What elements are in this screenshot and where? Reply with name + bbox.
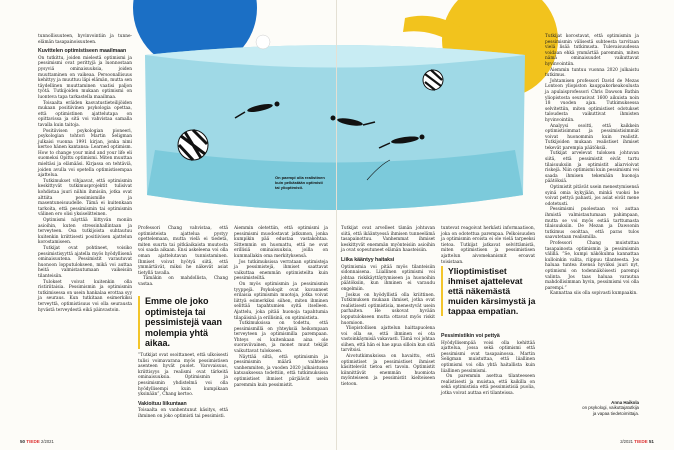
paragraph: On paremmin asettua tilanteeseen realistisesti ja muistaa, että kaikilla on sekä optimistisia että pessimistisiä puolia, jotka voivat auttaa eri tilanteissa. (441, 374, 535, 396)
author-name: Anna Haikola (611, 400, 639, 405)
paragraph: Tutkimuksissa on todettu, että pessimismillä on yhteyksiä heikompaan terveyteen ja optimismilla parempaan. Yhteys ei kuitenkaan aina ole suoraviivainen, ja monet muut tekijät vaikuttavat tulokseen. (234, 321, 328, 355)
pull-quote: Emme ole joko optimisteja tai pessimistejä vaan molempia yhtä aikaa. (138, 296, 227, 349)
left-folio (20, 439, 54, 444)
paragraph: tunnollisuuteen, hyvinvointiin ja tunne-elämän tasapainoisuuteen. (38, 34, 132, 45)
paragraph: On tutkittu, joiden mielestä optimismi ja pessimismi ovat perittyjä ja luonnostaan pysyviä ominaisuuksia, joiden muuttaminen on vaikeaa. Persoonallisuus kehittyy ja muuttuu läpi elämän, mutta sen täydellinen muuttaminen vaatisi paljon työtä. Tutkijoiden mukaan optimismi on luonteva tapa tarkastella maailmaa. (38, 55, 132, 100)
paragraph: Tämäkin on mahdollista, Chang vastaa. (138, 276, 228, 287)
paragraph: Toisaalta eräiden kasvatustieteilijöiden mukaan positiivinen psykologia opettaa, että optimistinen ajattelutapa on opittavissa ja sitä voi vahvistaa samalla tavalla kuin taitoja. (38, 100, 132, 128)
page-number: 50 (20, 439, 26, 444)
issue-number: 2/2021 (41, 439, 54, 444)
subheading: Kuvittelen optimistiseen maailmaan (38, 48, 127, 55)
paragraph: Positiivisen psykologian pioneeri, psykologian tohtori Martin Seligman julkaisi vuonna 1991 kirjan, jonka nimi kertoo hänen kantansa: Learned optimism. How to change your mind and your life eli suomeksi Opittu optimismi. Miten muuttaa mieltäsi ja elämääsi. Kirjassa on tehtäviä, joiden avulla voi opetella optimistisempaa ajattelua. (38, 128, 132, 179)
paragraph: Hyödyllisempää voisi olla kehittää ajattelua, jossa sekä optimismi että pessimismi ovat tasapainossa. Martin Seligman muistuttaa, että liiallinen optimismi voi olla yhtä haitallista kuin liiallinen pessimismi. (441, 340, 535, 374)
paragraph: tuntevat reagoivat herkästi informaatioon, joka on odotettua parempaa. Pelkoisuuden ja optimismin eroista ei ole vielä tarpeeksi tietoa. Tutkijat jatkavat selvittämistä, miten optimistisen ja pessimistisen ajattelun aivomekanismit eroavat toisistaan. (441, 226, 535, 265)
paragraph: Pessimismi puolestaan voi auttaa ihmistä valmistautumaan pahimpaan, mutta se voi myös estää tarttumasta tilaisuuksiin. De Mezan ja Dawsonin tutkimus osoittaa, että paras tulos saavutetaan realismilla. (545, 207, 639, 241)
paragraph: Aiemmin tuntuu vuonna 2020 julkaistu tutkimus. (545, 67, 639, 79)
paragraph: Toisaalta on vanhentunut käsitys, että ihminen on joko optimisti tai pessimisti. (138, 408, 228, 419)
column-5-bottom (441, 330, 535, 430)
column-2-top (138, 226, 228, 292)
paragraph: Joskus on hyödyllistä olla kriittinen. Tutkimuksen mukaan ihmiset, jotka ovat realistisesti optimistisia, menestyvät usein parhaiten. He uskovat hyvään lopputulokseen mutta ottavat myös riskit huomioon. (341, 292, 435, 326)
paragraph: On myös optimismin ja pessimismin tyyppejä. Psykologit ovat kuvanneet erilaisia optimismin muotoja, jotka voivat liittyä esimerkiksi siihen, miten ihminen selittää tapahtumien syitä itselleen. Ajattelu, joka pitää huonoja tapahtumia tilapäisinä ja erillisinä, on optimistista. (234, 281, 328, 321)
paragraph: Näyttää siltä, että optimismin ja pessimismin määrä vaihtelee vanhemmiten, ja vuoden 2020 julkaistussa katsauksessa todettiin, että tutkimuksissa optimistiset ihmiset pärjäävät usein paremmin kuin pessimistit. (234, 354, 328, 388)
paragraph: Johtamisen professori David de Mezas Lontoon yliopiston kauppakorkeakoulusta ja apulaisprofessori Chris Dawson Bathin yliopistosta seurasivat 1600 aikuista noin 18 vuoden ajan. Tutkimuksessa selvitettiin, miten optimistiset odotukset taloudesta vaikuttivat ihmisten hyvinvointiin. (545, 78, 639, 123)
author-signature (567, 400, 639, 416)
paragraph: Tutkijat korostavat, että optimismin ja pessimismin välisestä suhteesta tarvitaan vielä lisää tutkimusta. Tulevaisuudessa voidaan ehkä ymmärtää paremmin, miten nämä ominaisuudet vaikuttavat hyvinvointiin. (545, 34, 639, 67)
author-bio-line: on psykologi, vaikuttajatutkija (582, 405, 639, 411)
right-folio (620, 439, 654, 444)
column-3 (234, 226, 328, 431)
paragraph: Optimismi näyttää liittyvän moniin asioihin, kuten stressinhallintaan ja terveyteen. Osa tutkijoista suhtautuu kuitenkin kriittisesti positiivisen ajattelun korostamiseen. (38, 218, 132, 246)
column-6 (545, 34, 639, 394)
paragraph: Yliopistollisen ajattelun haittapuolena voi olla se, että ihminen ei ota vastoinkäymisiä vakavasti. Tämä voi johtaa siihen, että hän ei hae apua silloin kun sitä tarvitsisi. (341, 326, 435, 354)
paragraph: Professori Chang muistuttaa tasapainosta optimismin ja pessimismin välillä. ”Se, kumpi näkökulma kannattaa kulloinkin valita, riippuu tilanteesta. Jos haluaa tuntea itsensä hyväksi juuri nyt, optimismi on todennäköisesti parempi valinta. Jos taas haluaa varautua mahdollisimman hyvin, pessimismi voi olla parempi.” (545, 240, 639, 291)
magazine-brand: TIEDE (26, 439, 40, 444)
paragraph: ”Tutkijat ovat osoittaneet, että ulkoisesti tulisi voimavarana myös pessimistisen asenteen hyvät puolet. Varovaisuus, kriittisyys ja realismi ovat tärkeitä ominaisuuksia. Optimismin ja pessimismin yhdistelmä voi olla hyödyllisempi kuin kumpikaan yksinään”, Chang kertoo. (138, 353, 228, 398)
image-caption: On paempi olla realistinen kuin pelkästään optimisti tai ylioptimisti. (275, 175, 325, 190)
subheading: Pessimistikin voi pettyä (441, 333, 500, 339)
author-bio-line: ja vapaa tiedetoimittaja. (592, 410, 639, 416)
page-number: 51 (648, 439, 654, 444)
paragraph: Professori Chang vahvistaa, että optimisteista ajattelua pystyy opettelemaan, mutta vielä ei tiedetä, miten suurta tai pitkäaikaista muutosta voi saada aikaan. Ensi askeleena voi olla oman ajattelutavan tunnistaminen. Ihmiset voivat hyötyä siitä, että ymmärtävät, miksi he näkevät asiat tietyllä tavalla. (138, 226, 228, 276)
paragraph: Optimistit pitävät usein menestymisensä syinä omia kykyjään, minkä vuoksi he voivat pettyä pahasti, jos asiat eivät mene odotetusti. (545, 185, 639, 207)
column-2-bottom (138, 353, 228, 431)
column-4 (341, 226, 435, 431)
subheading: Vakioituu liikuntaan (138, 400, 187, 407)
paragraph: Kannattaa siis olla sopivasti kumpaakin. (550, 291, 638, 297)
pull-quote: Ylioptimistiset ihmiset ajattelevat että näkemästä muiden kärsimystä ja tappaa empatian. (441, 266, 538, 316)
paragraph: Tulokset voivat kuitenkin olla ristiriitaisia. Pessimismin ja optimismin tutkimisessa on usein hankalaa erottaa syy ja seuraus. Kun tutkitaan esimerkiksi terveyttä, optimistisuus voi olla seurausta hyvästä terveydestä eikä päinvastoin. (38, 279, 132, 313)
subheading: Liika kääntyy haitaksi (341, 256, 395, 263)
paragraph: Tutkijat ovat arvelleet tämän johtuvan siitä, että ikääntyessä ihmisen tunneelämä tasapainottuu. Vanhemmat ihmiset keskittyvät enemmän myönteisiin asioihin ja ovat sopeutuneet elämän haasteisiin. (341, 226, 435, 254)
paragraph: Aivotutkimuksissa on havaittu, että optimistiset ja pessimistiset ihmiset käsittelevät tietoa eri tavoin. Optimistit kiinnittävät enemmän huomiota myönteiseen ja pessimistit kielteiseen tietoon. (341, 354, 435, 388)
paragraph: Tutkijat arvelevat tuloksen johtuvan siitä, että pessimistit eivät tartu tilaisuuksiin ja optimistit aliarvioivat riskejä. Niin optimismi kuin pessimismi vei saada ihmisen tekemään huonoja päätöksiä. (545, 151, 639, 185)
paragraph: Jos tutkimuksissa verrataan optimisteja ja pessimistejä, ihmiset saattavat vaikuttaa enemmän optimisteilta kuin pessimisteiltä. (234, 259, 328, 282)
paragraph: Tutkijat ovat pohtineet, voisiko pessimistisyyttä ajatella myös hyödyllisenä ominaisuutena. Pessimistit varautuvat huonoon lopputulokseen, mikä voi auttaa heitä valmistautumaan vaikeisiin tilanteisiin. (38, 245, 132, 279)
paragraph: Analyysi osoitti, että kaikkein optimistisimmat ja pessimistisimmät voivat huonommin kuin realistit. Tutkijoiden mukaan realistiset ihmiset tekevät parempia päätöksiä. (545, 123, 639, 151)
paragraph: Tutkimukset vihjaavat, että optimismin keskittyvät tutkimusprojektit tulisivat kohdistaa juuri niihin ihmisiin, jotka ovat alttiita pessimismille ja masentuneisuudelle. Tämä ei kuitenkaan tarkoita, että pessimismin tai optimismin välinen ero olisi yksiselitteinen. (38, 178, 132, 218)
column-1 (38, 34, 132, 430)
paragraph: Aiemmin oletettiin, että optimismi ja pessimismi muodostavat jatkumon, jonka kumpikin pää edustaa vastakohtaa. Sittemmin on huomattu, että ne ovat erillisiä ominaisuuksia, joilla on kummallakin oma merkityksensä. (234, 226, 328, 259)
issue-number: 2/2021 (620, 439, 633, 444)
column-5-top (441, 226, 535, 265)
right-page (337, 0, 674, 450)
checkered-ball-icon (178, 130, 208, 160)
magazine-brand: TIEDE (634, 439, 648, 444)
paragraph: Optimismia voi pitää myös tilanteisiin sidonnaisena. Liiallinen optimismi voi johtaa riskikäyttäytymiseen ja huonoihin päätöksiin, kun ihminen ei varaudu ongelmiin. (341, 264, 435, 292)
